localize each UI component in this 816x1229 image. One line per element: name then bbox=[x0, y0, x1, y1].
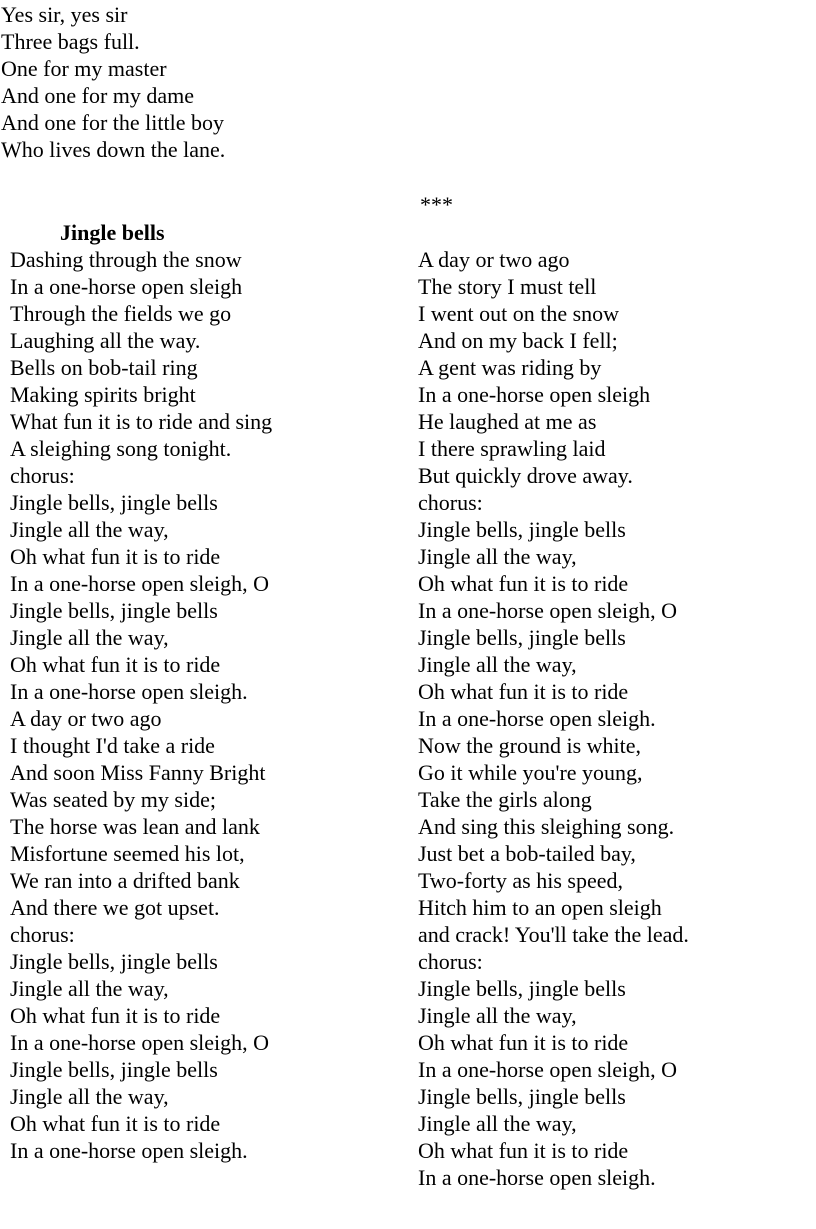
lyric-line: And one for my dame bbox=[1, 83, 195, 108]
lyric-line: Was seated by my side; bbox=[10, 787, 216, 812]
lyric-line: Jingle bells, jingle bells bbox=[418, 976, 626, 1001]
lyric-line: And on my back I fell; bbox=[418, 328, 618, 353]
lyric-line: In a one-horse open sleigh bbox=[10, 274, 243, 299]
lyric-line: In a one-horse open sleigh, O bbox=[10, 1030, 270, 1055]
lyric-line: Jingle all the way, bbox=[418, 1003, 577, 1028]
lyric-line: Jingle bells, jingle bells bbox=[418, 625, 626, 650]
lyric-line: Jingle all the way, bbox=[10, 517, 169, 542]
lyric-line: Dashing through the snow bbox=[10, 247, 242, 272]
lyric-line: Who lives down the lane. bbox=[1, 137, 226, 162]
lyric-line: In a one-horse open sleigh. bbox=[418, 706, 656, 731]
lyric-line: And soon Miss Fanny Bright bbox=[10, 760, 266, 785]
lyric-line: Jingle all the way, bbox=[418, 544, 577, 569]
lyric-line: Jingle all the way, bbox=[418, 1111, 577, 1136]
lyric-line: The horse was lean and lank bbox=[10, 814, 260, 839]
song-title: Jingle bells bbox=[60, 220, 165, 245]
lyric-line: I thought I'd take a ride bbox=[10, 733, 215, 758]
lyric-line: And one for the little boy bbox=[1, 110, 225, 135]
lyric-line: Oh what fun it is to ride bbox=[10, 544, 221, 569]
section-separator: *** bbox=[420, 192, 453, 217]
lyric-line: In a one-horse open sleigh bbox=[418, 382, 651, 407]
lyric-line: What fun it is to ride and sing bbox=[10, 409, 273, 434]
lyric-line: Jingle bells, jingle bells bbox=[10, 1057, 218, 1082]
lyric-line: In a one-horse open sleigh. bbox=[10, 1138, 248, 1163]
lyric-line: Jingle bells, jingle bells bbox=[10, 490, 218, 515]
lyric-line: A day or two ago bbox=[10, 706, 162, 731]
lyrics-left-column bbox=[10, 246, 272, 1164]
lyric-line: Two-forty as his speed, bbox=[418, 868, 623, 893]
lyric-line: He laughed at me as bbox=[418, 409, 597, 434]
lyric-line: Jingle bells, jingle bells bbox=[418, 517, 626, 542]
lyric-line: In a one-horse open sleigh. bbox=[10, 679, 248, 704]
lyric-line: In a one-horse open sleigh, O bbox=[10, 571, 270, 596]
lyric-line: Jingle bells, jingle bells bbox=[10, 949, 218, 974]
lyric-line: Go it while you're young, bbox=[418, 760, 643, 785]
lyric-line: Just bet a bob-tailed bay, bbox=[418, 841, 636, 866]
lyric-line: Laughing all the way. bbox=[10, 328, 201, 353]
lyric-line: Oh what fun it is to ride bbox=[10, 652, 221, 677]
lyric-line: We ran into a drifted bank bbox=[10, 868, 240, 893]
lyric-line: Now the ground is white, bbox=[418, 733, 642, 758]
lyric-line: chorus: bbox=[418, 490, 483, 515]
lyric-line: chorus: bbox=[10, 463, 75, 488]
lyric-line: Bells on bob-tail ring bbox=[10, 355, 198, 380]
lyric-line: A gent was riding by bbox=[418, 355, 602, 380]
lyric-line: The story I must tell bbox=[418, 274, 597, 299]
lyric-line: Oh what fun it is to ride bbox=[418, 679, 629, 704]
lyric-line: And there we got upset. bbox=[10, 895, 220, 920]
lyric-line: And sing this sleighing song. bbox=[418, 814, 675, 839]
lyric-line: Oh what fun it is to ride bbox=[10, 1003, 221, 1028]
lyric-line: Misfortune seemed his lot, bbox=[10, 841, 245, 866]
lyric-line: chorus: bbox=[10, 922, 75, 947]
lyric-line: Jingle all the way, bbox=[418, 652, 577, 677]
lyric-line: Hitch him to an open sleigh bbox=[418, 895, 662, 920]
lyric-line: Jingle bells, jingle bells bbox=[10, 598, 218, 623]
lyric-line: A sleighing song tonight. bbox=[10, 436, 232, 461]
lyric-line: In a one-horse open sleigh. bbox=[418, 1165, 656, 1190]
lyric-line: Three bags full. bbox=[1, 29, 140, 54]
lyric-line: In a one-horse open sleigh, O bbox=[418, 1057, 678, 1082]
lyric-line: Take the girls along bbox=[418, 787, 592, 812]
lyric-line: Oh what fun it is to ride bbox=[418, 1138, 629, 1163]
lyric-line: Yes sir, yes sir bbox=[1, 2, 128, 27]
lyrics-right-column bbox=[418, 246, 689, 1191]
lyric-line: In a one-horse open sleigh, O bbox=[418, 598, 678, 623]
lyric-line: Oh what fun it is to ride bbox=[10, 1111, 221, 1136]
lyric-line: Oh what fun it is to ride bbox=[418, 1030, 629, 1055]
lyric-line: I there sprawling laid bbox=[418, 436, 606, 461]
lyric-line: Through the fields we go bbox=[10, 301, 232, 326]
lyric-line: Making spirits bright bbox=[10, 382, 196, 407]
lyric-line: Oh what fun it is to ride bbox=[418, 571, 629, 596]
lyric-line: Jingle all the way, bbox=[10, 976, 169, 1001]
lyric-line: Jingle all the way, bbox=[10, 625, 169, 650]
top-verse bbox=[1, 1, 225, 163]
lyric-line: and crack! You'll take the lead. bbox=[418, 922, 689, 947]
lyric-line: A day or two ago bbox=[418, 247, 570, 272]
lyric-line: Jingle all the way, bbox=[10, 1084, 169, 1109]
lyric-line: But quickly drove away. bbox=[418, 463, 633, 488]
lyric-line: Jingle bells, jingle bells bbox=[418, 1084, 626, 1109]
lyric-line: I went out on the snow bbox=[418, 301, 620, 326]
lyric-line: chorus: bbox=[418, 949, 483, 974]
lyric-line: One for my master bbox=[1, 56, 167, 81]
